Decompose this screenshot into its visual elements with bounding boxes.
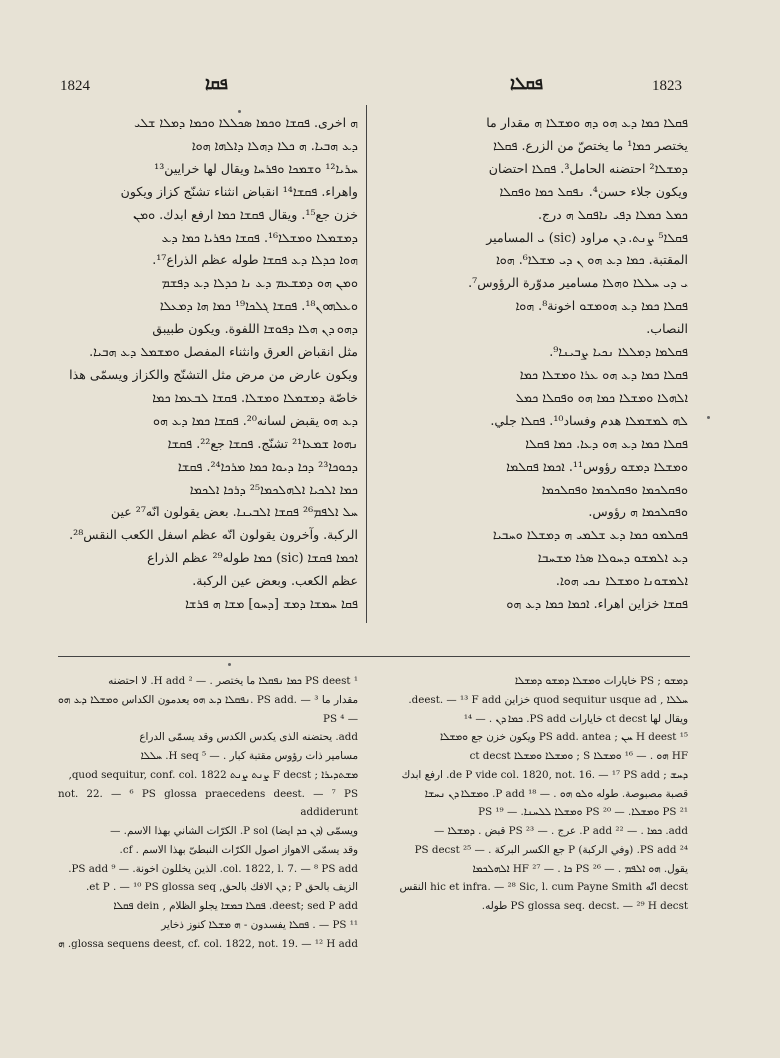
footnote-line: ²⁴ PS add. (وفي الركبة) P جع الكسر البركة . — ²⁵ PS decst [414,843,688,856]
text-line: ܦܩܠܡܘ ܟܡܐ ܕܥ ܫܠܡܝ ܗ ܕܡܫܠܐ ܘܚܒܝܐ [492,527,688,543]
text-line: النصاب. [646,321,688,337]
text-line: ܠܗ ܠܡܫܡܠܐ هدم وفساد¹⁰. ܦܩܠܐ جلي. [490,412,688,428]
footnote-line: ܕܡܫܘ ; PS خايارات ܘܡܫܠܐ ܕܡܫܘ ܕܡܫܠܐ [514,675,688,687]
text-line: المقتبة. ܟܡܐ ܕܥ ܗܘ ܢ ܕܝ ܡܫܠܐ⁶. ܗܘܐ [495,252,688,268]
text-line: ويكون عارض من مرض مثل التشنّج والكزاز ويسمّى هذا [69,366,358,382]
column-divider [366,105,367,623]
text-line: الركبة. وآخرون يقولون انّه عظم اسفل الكعب النقس²⁸. [69,527,358,543]
footnote-line: مقدار ما PS add. — ³ .ܢܦܩܠܐ ܕܥ ܗܘ يعدمون الكداس ܘܡܫܠܐ ܕܥ ܗܘ — ⁴ PS [58,693,359,725]
footnote-line: glossa sequens deest, cf. col. 1822, not. 19. — ¹² H add. ܗ [58,937,358,950]
text-line: ܘܦܩܠܟܡܐ ܗ رؤوس. [588,504,688,520]
left-running-title: ܦܩܐ [205,74,228,94]
footnote-line: PS ²¹ ܘܡܫܠܐ. — ²⁰ PS ܘܡܫܠܐ ܠܠܚܢܐ. — ¹⁹ PS [478,806,688,819]
text-line: ܐܟܡܐ ܦܩܫܐ (sic) ܟܡܐ طوله²⁹ عظم الذراع [147,550,358,566]
text-line: خزن جع¹⁵. ويقال ܦܩܫܐ ܟܡܐ ارفع ابدك. ܘܡܢ [133,206,358,222]
text-line: ܦܩܠܡܐ ܕܡܠܠܐ ܢܟܝܐ ܨܒܝܢܐ⁹. [549,344,688,360]
text-line: ويكون جلاء حسن⁴. ܢܦܩܠ ܟܡܐ ܘܦܩܠܐ [499,183,688,199]
text-line: ܦܩܠܐ ܟܡܐ ܕܥ ܗܘ ܕܥܐ. ܟܡܐ ܦܩܠܐ [525,435,688,451]
left-footnotes [58,672,358,953]
page-header [0,74,780,108]
footnote-line: col. 1822, l. 7. — ⁸ PS add. الذين يخللون اخونة. — ⁹ PS add. [68,862,358,875]
text-line: ܕܡܫܡܠܐ ܘܡܫܠܐ¹⁶. ܦܩܫܐ ܟܦܪܝܐ ܟܡܐ ܕܥ [161,229,358,245]
footnote-line: ܡܫܬܕܝܪܐ ; F decst ܨܢܬ ܨܢܬ quod sequitur, conf. col. 1822, [68,768,358,781]
right-page-number: 1823 [652,78,682,94]
text-line: ܕܥ ܗܘ يقبض لسانه²⁰. ܦܩܫܐ ܟܡܐ ܕܥ ܗܘ [152,412,358,428]
footnote-line: وقد يسمّى الاهواز اصول الكرّات النبطىّ بهذا الاسم . cf. [119,843,358,856]
footnote-line: الزيف بالحق P ; ܕܢ الافك بالحق, et P . — ¹⁰ PS glossa seq. [86,881,358,894]
right-running-title: ܦܩܠܐ [510,74,543,94]
footnote-line: PS ¹¹ — . ܦܩܠܐ يفسدون - ܗ ܡܫܠܐ كنوز ذخاير [161,918,358,931]
text-line: ܚܪܝܐ¹² ܘܫܡܟܐ ܘܦܪܚܐ ويقال لها خرايين¹³ [154,160,358,176]
text-line: ܘܥܠܗܘܢ¹⁸. ܦܩܫܐ ܓܠܟܐ¹⁹ ܟܡܐ ܗܐ ܕܡܥܠܐ [159,298,358,314]
left-page-number: 1824 [60,78,90,94]
text-line: ܝ ܕܝ ܚܠܠܐ ܘܗܠܐ مسامير مدوّرة الرؤوس⁷. [468,275,688,291]
footnote-rule [58,656,690,657]
text-line: ܦܩܐ ܚܡܫܐ ܕܡܫ [ܕܚܘ] ܡܫܐ ܗ ܦܪܫܐ [185,596,358,612]
footnote-line: decst انّه hic et infra. — ²⁸ Sic, l. cum Payne Smith النقس [399,881,688,894]
text-line: ܘܦܩܠܟܡܐ ܘܦܩܠܟܡܐ ܘܦܩܠܟܡܐ [541,481,688,497]
text-line: يختصر ܟܡܐ¹ ما يختصّ من الزرع. ܦܩܠܐ [493,137,688,153]
footnote-line: ويسمّى (ܕܢ ܟܕ ايضا) P sol. الكرّات الشاني بهذا الاسم. — [110,825,358,837]
footnote-line: add. ܟܡܐ . — ²² P add. عرج . — ²³ PS قبض . ܕܡܫܠܐ — [434,825,688,837]
text-line: ܦܩܫܐ خزاين اهراء. ܐܟܡܐ ܟܡܐ ܕܥ ܗܘ [506,596,688,612]
text-line: ܦܩܠܐ ܟܡܐ ܕܥ ܗܘ ܥܪܐ ܘܡܫܠܐ ܟܡܐ [519,366,688,382]
right-footnotes [376,672,688,916]
footnote-line: ¹⁵ H deest ܚܢ ; PS add. antea ويكون خزن جع ܘܡܫܠܐ [439,731,688,744]
footnote-line: ܕܚܫ ; de P vide col. 1820, not. 16. — ¹⁷ PS add. ارفع ابدك [401,768,688,781]
text-line: ܦܩܠܐ⁵ ܨܢܬ. ܕܢ مراود (sic) ܝ المسامير [486,229,688,245]
text-line: ܗܘܐ ܟܕܠܐ ܕܥ ܦܩܫܐ طوله عظم الذراع¹⁷. [152,252,358,268]
footnote-line: مسامير ذات رؤوس مقتبة كبار . — ⁵ H seq. ܚܠܠܐ [140,750,358,762]
footnote-line: يقول. ܗܘ ܐܠܦܡ . — ²⁶ PS ܟܐ . — ²⁷ HF ܐܠܗܠܟܡܐ [472,862,688,875]
text-line: عظم الكعب. وبعض عين الركبة. [192,573,358,589]
print-speck [228,663,231,666]
text-line: ܚܠ ܐܠܦܡ²⁶ ܦܩܫܐ ܐܠܒܝܢܐ. بعض يقولون انّه²⁷ عين [110,504,358,520]
print-speck [707,416,710,419]
text-line: ܢܗܘܐ ܫܡܥܐ²¹ تشنّج. ܦܩܫܐ جع²². ܦܩܫܐ [167,435,358,451]
print-speck [238,110,241,113]
text-line: ܗ اخرى. ܦܩܫܐ ܘܟܡܐ ܣܟܠܠܐ ܘܟܡܐ ܕܡܠܐ ܫܠܝ [134,115,358,130]
text-line: مثل انقباض العرق وانثناء المفصل ܘܡܫܡܠ ܕܥ ܗܒܝܐ. [89,344,358,360]
footnote-line: ويقال لها ct decst خايارات PS add. ܟܡܐ ܕܢ . — ¹⁴ [463,712,688,725]
footnote-line: HF ܗܘ . — ¹⁶ ܘܡܫܠܐ S ; ܘܡܫܠܐ ܘܡܫܠܐ ct decst [469,750,688,762]
text-line: خاصّة ܕܡܫܡܠܐ ܘܡܫܠܐ. ܦܩܫܐ ܠܒܥܡܐ ܟܡܐ [152,389,358,405]
text-line: ܐܠܡܫܘܢܐ ܘܡܫܠܐ ܢܟܝ ܗܘܐ. [555,573,688,589]
text-line: ܕܥ ܗܒܝܐ. ܗ ܟܠܐ ܕܗܠܐ ܕܐܠܗܐ ܗܘܐ [191,137,358,153]
footnote-line: قصبة مصبوصة. طوله ܘܠܘ ܗܘ . — ¹⁸ P add. ܘܡܫܠܐ ܕܢ ܢܚܫܐ [424,787,688,800]
text-line: ܕܟܘܟܐ²³ ܕܟܐ ܕܝܘܐ ܟܡܐ ܡܪܟܐ²⁴. ܦܩܫܐ [177,458,358,474]
footnote-line: add. يحتضنه الذى يكدس الكدس وقد يسمّى الدراع [139,731,358,744]
text-line: ܕܥ ܐܠܡܫܘ ܕܚܘܠܐ ܣܪܐ ܡܫܚܒܐ [537,550,688,566]
text-line: ܕܡܫܠܐ² احتضنه الحامل³. ܦܩܠܐ احتضان [488,160,688,176]
left-text-column [58,112,358,616]
text-line: واهراء. ܦܩܫܐ¹⁴ انقباض انثناء تشنّج كزاز ويكون [120,183,358,199]
text-line: ܕܗܘ ܕܢ ܗܠܐ ܕܦܘܫܐ اللفوة. ويكون طبيبق [152,321,358,337]
text-line: ܦܩܠܐ ܟܡܐ ܕܥ ܗܘ ܕܗ ܘܡܫܠܐ ܗ مقدار ما [486,115,688,130]
text-line: ܐܠܗܠܐ ܘܡܫܠܐ ܟܡܐ ܗܘ ܘܦܩܠܐ ܟܡܠ [515,389,688,405]
footnote-line: not. 22. — ⁶ PS glossa praecedens deest. — ⁷ PS addiderunt [58,787,358,819]
text-line: ܟܡܠ ܟܡܠܐ ܕܦܝ ܢܐܦܩܠ ܗ درج. [537,206,688,222]
footnote-line: ܚܠܠܐ , quod sequitur usque ad خزاين deest. — ¹³ F add. [408,693,688,706]
text-line: ܟܡܐ ܐܠܟܝܐ ܐܠܗܠܟܡܐ²⁵ ܕܪܟܐ ܐܠܟܡܐ [189,481,358,497]
footnote-line: deest; sed P add. ܦܩܠܐ ܒܡܫܐ يجلو الظلام , dein ܦܩܠܐ [113,900,358,912]
footnote-line: PS glossa seq. decst. — ²⁹ H decst طوله. [481,900,688,912]
text-line: ܘܡܫܠܐ ܕܡܫܘ رؤوس¹¹. ܐܟܡܐ ܦܩܠܡܐ [506,458,688,474]
right-text-column [372,112,688,616]
footnote-line: ¹ PS deest ܟܡܐ ܢܦܩܠܐ ما يختصر . — ² H add. لا احتضنه [108,675,358,687]
text-line: ܘܡܢ ܗܘ ܕܡܫܥܡ ܕܥ ܢܐ ܟܕܠܐ ܕܥ ܕܦܫܡ [161,275,358,291]
text-line: ܦܩܠܐ ܟܡܐ ܕܥ ܗܘܡܫܘ اخونة⁸. ܗܘܐ [515,298,688,314]
